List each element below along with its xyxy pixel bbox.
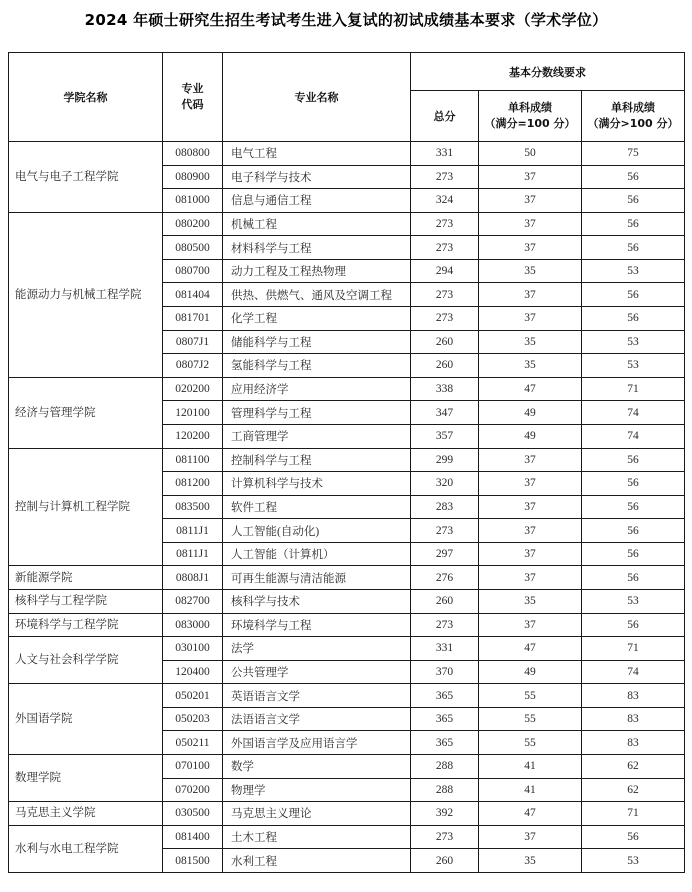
major-name-cell: 电子科学与技术 — [223, 165, 411, 189]
total-score-cell: 273 — [411, 825, 479, 849]
table-row — [9, 448, 685, 472]
major-name-cell: 水利工程 — [223, 849, 411, 873]
major-code-cell: 080700 — [163, 259, 223, 283]
single-100-cell: 35 — [479, 259, 582, 283]
single-gt100-cell: 62 — [582, 778, 685, 802]
single-100-cell: 35 — [479, 849, 582, 873]
single-100-cell: 49 — [479, 660, 582, 684]
single-gt100-cell: 53 — [582, 849, 685, 873]
header-major-name: 专业名称 — [223, 53, 411, 142]
header-college-name: 学院名称 — [9, 53, 163, 142]
single-gt100-cell: 71 — [582, 377, 685, 401]
major-name-cell: 物理学 — [223, 778, 411, 802]
header-single-subject-100-line1: 单科成绩 — [508, 101, 552, 114]
total-score-cell: 273 — [411, 613, 479, 637]
major-code-cell: 020200 — [163, 377, 223, 401]
college-cell: 外国语学院 — [9, 684, 163, 755]
single-100-cell: 55 — [479, 731, 582, 755]
major-code-cell: 081200 — [163, 472, 223, 496]
major-name-cell: 信息与通信工程 — [223, 189, 411, 213]
single-gt100-cell: 53 — [582, 589, 685, 613]
single-100-cell: 37 — [479, 542, 582, 566]
total-score-cell: 288 — [411, 778, 479, 802]
single-100-cell: 37 — [479, 566, 582, 590]
major-code-cell: 050203 — [163, 707, 223, 731]
score-table — [8, 52, 685, 873]
major-name-cell: 人工智能（计算机） — [223, 542, 411, 566]
major-name-cell: 化学工程 — [223, 307, 411, 331]
total-score-cell: 365 — [411, 731, 479, 755]
major-name-cell: 材料科学与工程 — [223, 236, 411, 260]
major-code-cell: 081100 — [163, 448, 223, 472]
table-row — [9, 212, 685, 236]
total-score-cell: 331 — [411, 637, 479, 661]
major-name-cell: 公共管理学 — [223, 660, 411, 684]
single-100-cell: 47 — [479, 377, 582, 401]
table-row — [9, 377, 685, 401]
single-100-cell: 55 — [479, 707, 582, 731]
single-100-cell: 37 — [479, 825, 582, 849]
single-gt100-cell: 56 — [582, 236, 685, 260]
table-body — [9, 142, 685, 873]
header-total-score: 总分 — [411, 91, 479, 142]
total-score-cell: 260 — [411, 354, 479, 378]
table-row — [9, 613, 685, 637]
major-name-cell: 机械工程 — [223, 212, 411, 236]
major-code-cell: 082700 — [163, 589, 223, 613]
single-gt100-cell: 83 — [582, 707, 685, 731]
total-score-cell: 273 — [411, 236, 479, 260]
major-name-cell: 氢能科学与工程 — [223, 354, 411, 378]
total-score-cell: 365 — [411, 707, 479, 731]
single-gt100-cell: 62 — [582, 755, 685, 779]
single-gt100-cell: 56 — [582, 825, 685, 849]
single-100-cell: 41 — [479, 778, 582, 802]
total-score-cell: 297 — [411, 542, 479, 566]
total-score-cell: 294 — [411, 259, 479, 283]
total-score-cell: 347 — [411, 401, 479, 425]
major-code-cell: 050211 — [163, 731, 223, 755]
college-cell: 经济与管理学院 — [9, 377, 163, 448]
major-name-cell: 外国语言学及应用语言学 — [223, 731, 411, 755]
major-code-cell: 080800 — [163, 142, 223, 166]
total-score-cell: 370 — [411, 660, 479, 684]
major-name-cell: 英语语言文学 — [223, 684, 411, 708]
single-100-cell: 37 — [479, 189, 582, 213]
major-code-cell: 080500 — [163, 236, 223, 260]
major-code-cell: 070100 — [163, 755, 223, 779]
major-code-cell: 120100 — [163, 401, 223, 425]
major-code-cell: 0808J1 — [163, 566, 223, 590]
total-score-cell: 283 — [411, 495, 479, 519]
single-gt100-cell: 56 — [582, 212, 685, 236]
table-row — [9, 755, 685, 779]
header-single-subject-gt100 — [582, 91, 685, 142]
total-score-cell: 273 — [411, 212, 479, 236]
single-gt100-cell: 53 — [582, 330, 685, 354]
total-score-cell: 324 — [411, 189, 479, 213]
college-cell: 数理学院 — [9, 755, 163, 802]
single-gt100-cell: 56 — [582, 613, 685, 637]
single-gt100-cell: 53 — [582, 259, 685, 283]
single-100-cell: 35 — [479, 330, 582, 354]
major-code-cell: 083500 — [163, 495, 223, 519]
table-row — [9, 566, 685, 590]
single-gt100-cell: 53 — [582, 354, 685, 378]
major-code-cell: 080200 — [163, 212, 223, 236]
total-score-cell: 260 — [411, 330, 479, 354]
single-100-cell: 37 — [479, 236, 582, 260]
single-gt100-cell: 71 — [582, 637, 685, 661]
total-score-cell: 260 — [411, 849, 479, 873]
total-score-cell: 276 — [411, 566, 479, 590]
college-cell: 环境科学与工程学院 — [9, 613, 163, 637]
major-code-cell: 081701 — [163, 307, 223, 331]
major-code-cell: 081500 — [163, 849, 223, 873]
major-code-cell: 070200 — [163, 778, 223, 802]
header-single-subject-gt100-line1: 单科成绩 — [611, 101, 655, 114]
total-score-cell: 392 — [411, 802, 479, 826]
single-100-cell: 37 — [479, 165, 582, 189]
major-code-cell: 120200 — [163, 424, 223, 448]
single-100-cell: 37 — [479, 519, 582, 543]
total-score-cell: 299 — [411, 448, 479, 472]
major-name-cell: 法语语言文学 — [223, 707, 411, 731]
major-code-cell: 081000 — [163, 189, 223, 213]
header-score-requirement: 基本分数线要求 — [411, 53, 685, 91]
single-gt100-cell: 56 — [582, 189, 685, 213]
single-100-cell: 37 — [479, 495, 582, 519]
table-row — [9, 684, 685, 708]
college-cell: 马克思主义学院 — [9, 802, 163, 826]
college-cell: 人文与社会科学学院 — [9, 637, 163, 684]
major-code-cell: 080900 — [163, 165, 223, 189]
table-row — [9, 142, 685, 166]
table-row — [9, 637, 685, 661]
major-code-cell: 030100 — [163, 637, 223, 661]
single-100-cell: 37 — [479, 472, 582, 496]
table-header — [9, 53, 685, 142]
college-cell: 新能源学院 — [9, 566, 163, 590]
major-name-cell: 工商管理学 — [223, 424, 411, 448]
major-name-cell: 储能科学与工程 — [223, 330, 411, 354]
single-gt100-cell: 56 — [582, 519, 685, 543]
major-name-cell: 马克思主义理论 — [223, 802, 411, 826]
single-gt100-cell: 56 — [582, 495, 685, 519]
single-gt100-cell: 56 — [582, 283, 685, 307]
single-100-cell: 35 — [479, 354, 582, 378]
single-gt100-cell: 56 — [582, 472, 685, 496]
single-gt100-cell: 83 — [582, 731, 685, 755]
single-100-cell: 41 — [479, 755, 582, 779]
total-score-cell: 273 — [411, 165, 479, 189]
major-code-cell: 081404 — [163, 283, 223, 307]
total-score-cell: 365 — [411, 684, 479, 708]
major-name-cell: 软件工程 — [223, 495, 411, 519]
major-code-cell: 0807J1 — [163, 330, 223, 354]
major-name-cell: 电气工程 — [223, 142, 411, 166]
single-100-cell: 37 — [479, 283, 582, 307]
single-gt100-cell: 56 — [582, 448, 685, 472]
single-100-cell: 55 — [479, 684, 582, 708]
table-row — [9, 589, 685, 613]
header-major-code-line2: 代码 — [181, 98, 204, 111]
table-row — [9, 825, 685, 849]
major-name-cell: 计算机科学与技术 — [223, 472, 411, 496]
college-cell: 能源动力与机械工程学院 — [9, 212, 163, 377]
major-code-cell: 081400 — [163, 825, 223, 849]
total-score-cell: 331 — [411, 142, 479, 166]
single-100-cell: 49 — [479, 401, 582, 425]
college-cell: 核科学与工程学院 — [9, 589, 163, 613]
single-gt100-cell: 74 — [582, 401, 685, 425]
total-score-cell: 320 — [411, 472, 479, 496]
header-single-subject-gt100-line2: （满分>100 分） — [587, 117, 679, 130]
major-code-cell: 0807J2 — [163, 354, 223, 378]
page-title: 2024 年硕士研究生招生考试考生进入复试的初试成绩基本要求（学术学位） — [84, 11, 608, 29]
major-name-cell: 动力工程及工程热物理 — [223, 259, 411, 283]
total-score-cell: 273 — [411, 519, 479, 543]
total-score-cell: 338 — [411, 377, 479, 401]
single-gt100-cell: 56 — [582, 566, 685, 590]
college-cell: 控制与计算机工程学院 — [9, 448, 163, 566]
single-gt100-cell: 74 — [582, 424, 685, 448]
total-score-cell: 273 — [411, 283, 479, 307]
college-cell: 电气与电子工程学院 — [9, 142, 163, 213]
single-100-cell: 37 — [479, 448, 582, 472]
single-gt100-cell: 74 — [582, 660, 685, 684]
major-name-cell: 核科学与技术 — [223, 589, 411, 613]
major-name-cell: 人工智能(自动化) — [223, 519, 411, 543]
major-name-cell: 数学 — [223, 755, 411, 779]
major-name-cell: 土木工程 — [223, 825, 411, 849]
major-name-cell: 管理科学与工程 — [223, 401, 411, 425]
major-code-cell: 0811J1 — [163, 542, 223, 566]
single-100-cell: 37 — [479, 307, 582, 331]
single-gt100-cell: 56 — [582, 165, 685, 189]
single-100-cell: 35 — [479, 589, 582, 613]
header-single-subject-100-line2: （满分=100 分） — [484, 117, 576, 130]
total-score-cell: 357 — [411, 424, 479, 448]
header-major-code — [163, 53, 223, 142]
table-row — [9, 802, 685, 826]
major-name-cell: 环境科学与工程 — [223, 613, 411, 637]
total-score-cell: 288 — [411, 755, 479, 779]
single-100-cell: 49 — [479, 424, 582, 448]
single-100-cell: 37 — [479, 613, 582, 637]
single-gt100-cell: 71 — [582, 802, 685, 826]
major-code-cell: 050201 — [163, 684, 223, 708]
major-name-cell: 可再生能源与清洁能源 — [223, 566, 411, 590]
single-100-cell: 47 — [479, 637, 582, 661]
total-score-cell: 273 — [411, 307, 479, 331]
major-code-cell: 0811J1 — [163, 519, 223, 543]
major-code-cell: 030500 — [163, 802, 223, 826]
total-score-cell: 260 — [411, 589, 479, 613]
major-name-cell: 应用经济学 — [223, 377, 411, 401]
single-100-cell: 47 — [479, 802, 582, 826]
single-gt100-cell: 83 — [582, 684, 685, 708]
header-major-code-line1: 专业 — [181, 82, 204, 95]
single-gt100-cell: 56 — [582, 542, 685, 566]
single-100-cell: 50 — [479, 142, 582, 166]
single-100-cell: 37 — [479, 212, 582, 236]
major-code-cell: 083000 — [163, 613, 223, 637]
header-single-subject-100 — [479, 91, 582, 142]
college-cell: 水利与水电工程学院 — [9, 825, 163, 872]
major-name-cell: 供热、供燃气、通风及空调工程 — [223, 283, 411, 307]
major-name-cell: 控制科学与工程 — [223, 448, 411, 472]
major-code-cell: 120400 — [163, 660, 223, 684]
major-name-cell: 法学 — [223, 637, 411, 661]
single-gt100-cell: 75 — [582, 142, 685, 166]
single-gt100-cell: 56 — [582, 307, 685, 331]
